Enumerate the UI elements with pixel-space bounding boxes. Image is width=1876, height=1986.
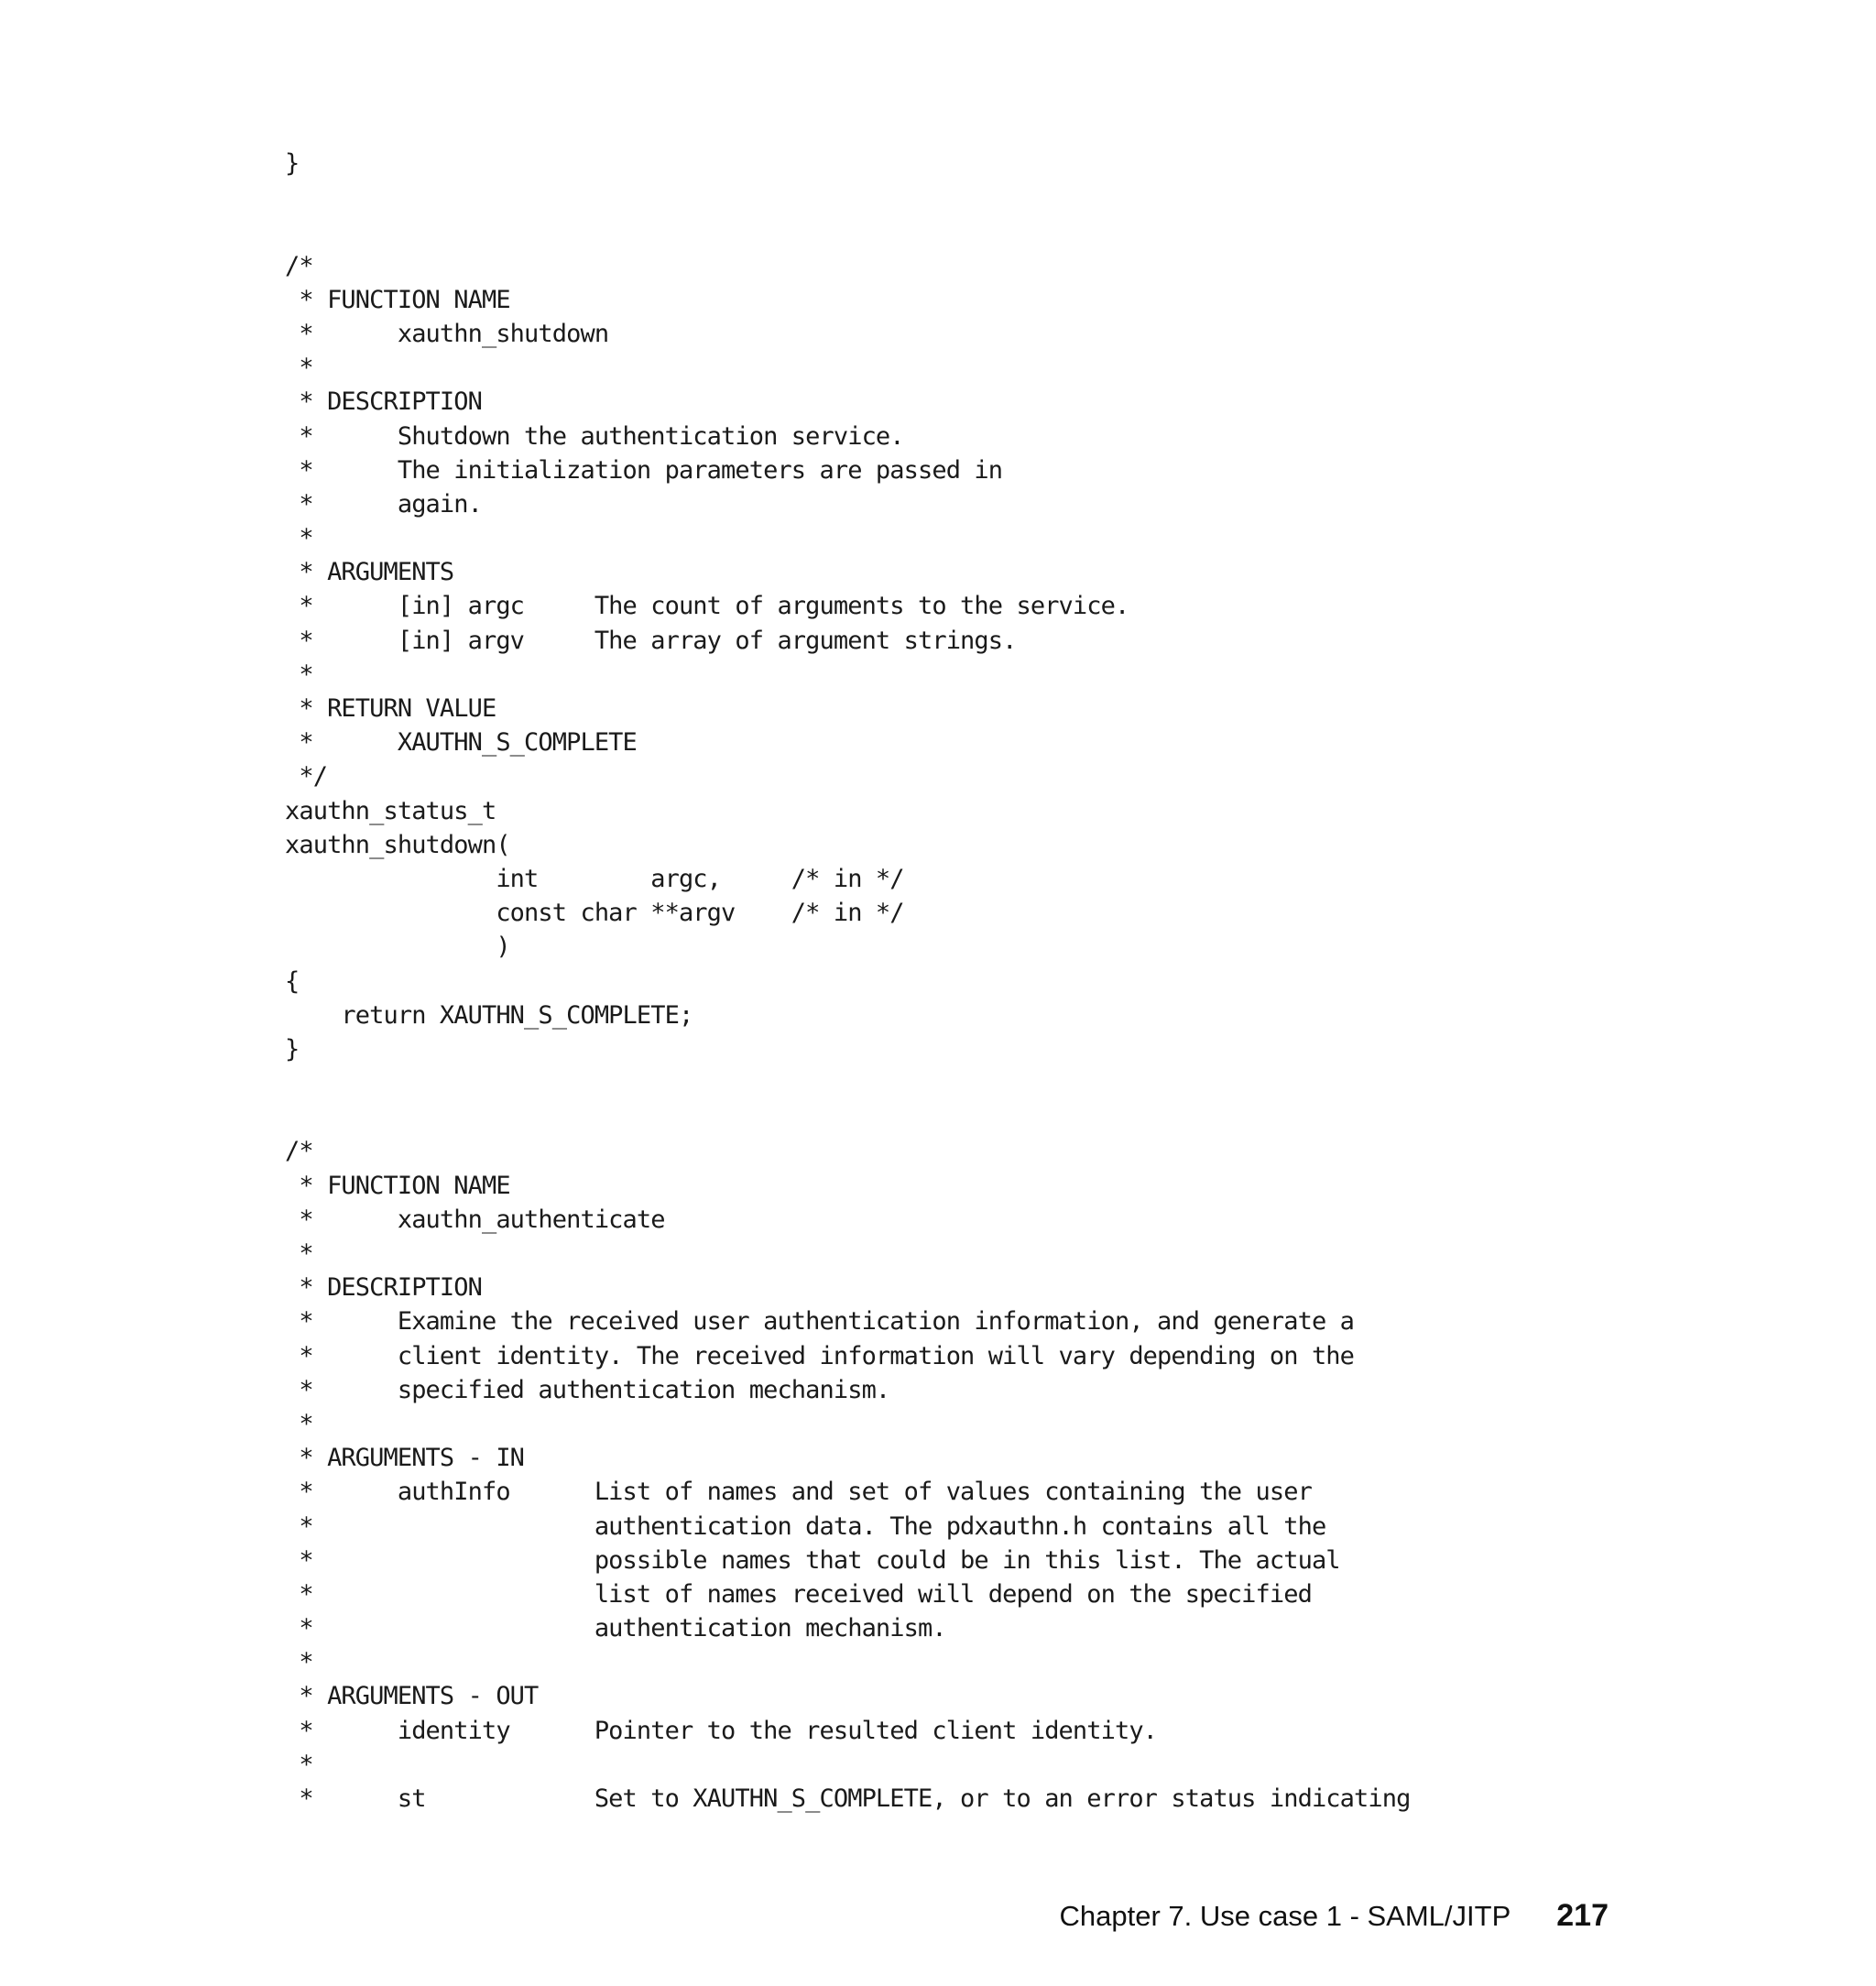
code-line	[285, 1066, 1410, 1100]
code-line: * authentication data. The pdxauthn.h contains all the	[285, 1511, 1326, 1541]
code-line: *	[285, 1750, 313, 1779]
footer-chapter-title: Chapter 7. Use case 1 - SAML/JITP	[1059, 1900, 1511, 1932]
code-line: *	[285, 1648, 313, 1677]
code-line: * Examine the received user authentication information, and generate a	[285, 1307, 1355, 1337]
code-line: * ARGUMENTS - OUT	[285, 1682, 539, 1711]
code-line: xauthn_status_t	[285, 796, 496, 825]
code-line: *	[285, 1239, 313, 1268]
code-line: * FUNCTION NAME	[285, 1171, 510, 1200]
code-line: /*	[285, 251, 313, 280]
code-line: * authInfo List of names and set of values containing the user	[285, 1478, 1312, 1507]
code-line: * authentication mechanism.	[285, 1614, 946, 1643]
code-line	[285, 180, 1410, 214]
code-line: * possible names that could be in this list. The actual	[285, 1545, 1340, 1575]
code-line: * st Set to XAUTHN_S_COMPLETE, or to an error status indicating	[285, 1784, 1411, 1813]
code-line: * ARGUMENTS	[285, 558, 454, 587]
code-line: * DESCRIPTION	[285, 1273, 482, 1303]
code-line: * RETURN VALUE	[285, 694, 496, 723]
code-line: * again.	[285, 489, 482, 518]
code-line: *	[285, 524, 313, 553]
code-line: *	[285, 660, 313, 689]
code-line: * ARGUMENTS - IN	[285, 1444, 525, 1473]
code-line: * [in] argc The count of arguments to the service.	[285, 592, 1129, 621]
code-line: *	[285, 1409, 313, 1438]
code-line: {	[285, 966, 300, 996]
code-line: )	[285, 933, 510, 962]
code-line: }	[285, 149, 300, 178]
code-line: * specified authentication mechanism.	[285, 1375, 890, 1404]
page-footer	[1060, 1898, 1609, 1934]
code-line	[285, 1100, 1410, 1134]
code-line: int argc, /* in */	[285, 864, 904, 893]
code-line	[285, 214, 1410, 248]
code-line: }	[285, 1034, 300, 1064]
code-line: * list of names received will depend on the specified	[285, 1579, 1312, 1609]
code-line: const char **argv /* in */	[285, 899, 904, 928]
code-line: * DESCRIPTION	[285, 387, 482, 417]
code-line: * Shutdown the authentication service.	[285, 421, 904, 451]
code-line: * XAUTHN_S_COMPLETE	[285, 728, 637, 758]
code-line: * identity Pointer to the resulted client identity.	[285, 1716, 1158, 1745]
code-line: * xauthn_shutdown	[285, 319, 609, 348]
code-line: * The initialization parameters are passed in	[285, 455, 1003, 485]
code-line: * [in] argv The array of argument strings.	[285, 626, 1017, 655]
code-listing	[285, 147, 1410, 1816]
code-line: * FUNCTION NAME	[285, 285, 510, 314]
code-line: * client identity. The received information will vary depending on the	[285, 1341, 1355, 1370]
code-line: *	[285, 354, 313, 383]
page-number: 217	[1556, 1898, 1609, 1933]
code-line: /*	[285, 1137, 313, 1166]
code-line: */	[285, 762, 328, 791]
code-line: * xauthn_authenticate	[285, 1205, 665, 1234]
code-line: return XAUTHN_S_COMPLETE;	[285, 1000, 693, 1030]
code-line: xauthn_shutdown(	[285, 830, 510, 859]
